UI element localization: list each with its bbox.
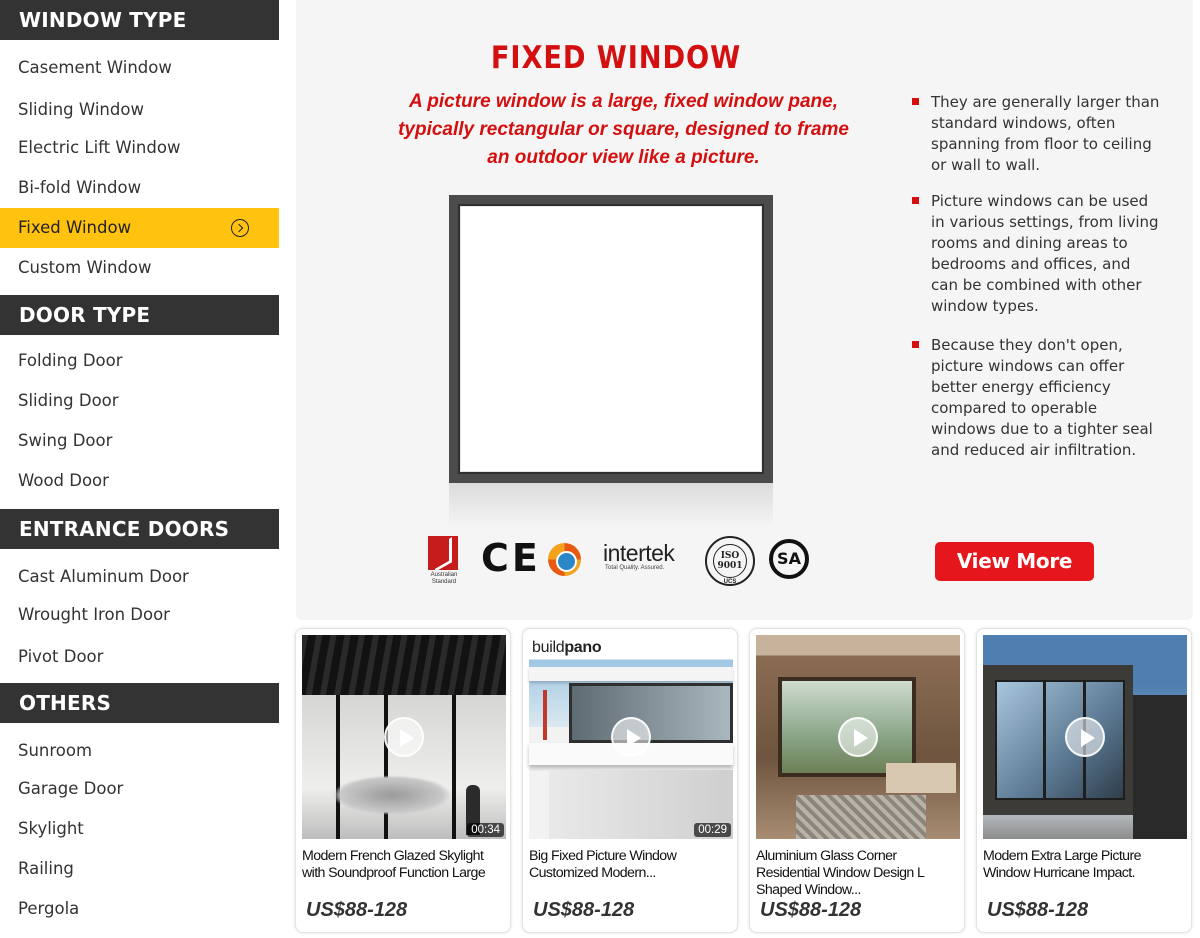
sidebar-item-sliding-window[interactable]: Sliding Window <box>18 100 144 119</box>
product-video-thumbnail[interactable] <box>756 635 960 839</box>
sidebar-item-sliding-door[interactable]: Sliding Door <box>18 391 119 410</box>
product-card[interactable] <box>976 628 1192 933</box>
circle-arrow-right-icon <box>231 219 249 237</box>
sidebar-item-folding-door[interactable]: Folding Door <box>18 351 123 370</box>
iso-text: ISO <box>720 551 740 561</box>
iso-seal <box>713 544 747 578</box>
sidebar-item-cast-aluminum-door[interactable]: Cast Aluminum Door <box>18 567 189 586</box>
product-price: US$88-128 <box>760 899 862 921</box>
feature-item <box>912 191 1162 317</box>
window-mullion <box>336 695 340 839</box>
feature-text: Because they don't open, picture windows can offer better energy efficiency compared to operable windows due to a tighter seal and reduced air infiltration. <box>931 336 1153 459</box>
section-heading-door-type: DOOR TYPE <box>0 295 279 335</box>
sidebar-item-swing-door[interactable]: Swing Door <box>18 431 113 450</box>
window-reflection <box>449 483 773 528</box>
play-icon[interactable] <box>611 717 651 757</box>
glass-facade <box>995 680 1125 800</box>
fixed-window-image <box>449 195 773 483</box>
sidebar-item-garage-door[interactable]: Garage Door <box>18 779 124 798</box>
window-glass <box>458 204 764 474</box>
sidebar-item-casement-window[interactable]: Casement Window <box>18 58 172 77</box>
product-title[interactable]: Modern Extra Large Picture Window Hurricane Impact. <box>983 848 1141 881</box>
sidebar-item-electric-lift-window[interactable]: Electric Lift Window <box>18 138 181 157</box>
window-mullion <box>1043 680 1046 800</box>
product-price: US$88-128 <box>987 899 1089 921</box>
product-price: US$88-128 <box>306 899 408 921</box>
intertek-logo <box>603 541 691 571</box>
ceiling-beams <box>302 635 506 695</box>
sidebar-item-pivot-door[interactable]: Pivot Door <box>18 647 104 666</box>
australian-standard-mark-icon <box>428 536 458 570</box>
feature-text: They are generally larger than standard windows, often spanning from floor to ceiling or wall to wall. <box>931 93 1160 174</box>
bullet-square-icon <box>912 197 919 204</box>
bullet-square-icon <box>912 341 919 348</box>
sidebar <box>0 0 279 938</box>
page-title: FIXED WINDOW <box>490 40 742 76</box>
csa-logo: SA <box>769 539 809 579</box>
product-price: US$88-128 <box>533 899 635 921</box>
ce-logo: CE <box>481 536 541 580</box>
side-building <box>1133 695 1187 839</box>
view-more-button[interactable]: View More <box>935 542 1094 581</box>
intro-text: A picture window is a large, fixed window pane, typically rectangular or square, designed to frame an outdoor view like a picture. <box>398 91 849 168</box>
section-heading-others: OTHERS <box>0 683 279 723</box>
product-card[interactable] <box>749 628 965 933</box>
sidebar-item-bi-fold-window[interactable]: Bi-fold Window <box>18 178 142 197</box>
buildpano-logo: buildpano <box>532 639 602 656</box>
section-heading-window-type: WINDOW TYPE <box>0 0 279 40</box>
sofa <box>886 763 956 793</box>
sidebar-item-railing[interactable]: Railing <box>18 859 74 878</box>
bullet-square-icon <box>912 98 919 105</box>
sidebar-item-wood-door[interactable]: Wood Door <box>18 471 109 490</box>
product-video-thumbnail[interactable] <box>529 635 733 839</box>
product-card[interactable] <box>522 628 738 933</box>
sun-certification-icon <box>548 543 581 576</box>
australian-standard-logo <box>428 536 460 586</box>
product-title[interactable]: Modern French Glazed Skylight with Soundproof Function Large <box>302 848 486 881</box>
sidebar-item-wrought-iron-door[interactable]: Wrought Iron Door <box>18 605 170 624</box>
intertek-name: intertek <box>603 540 675 566</box>
snowy-trees <box>332 775 452 815</box>
red-accent <box>543 690 547 740</box>
product-title[interactable]: Big Fixed Picture Window Customized Modern... <box>529 848 677 881</box>
product-video-thumbnail[interactable] <box>302 635 506 839</box>
glass-facade <box>569 683 733 743</box>
window-mullion <box>384 695 388 839</box>
video-duration: 00:29 <box>694 823 731 837</box>
play-icon[interactable] <box>1065 717 1105 757</box>
window-mullion <box>452 695 456 839</box>
sidebar-item-skylight[interactable]: Skylight <box>18 819 84 838</box>
rug <box>796 795 926 839</box>
section-heading-entrance-doors: ENTRANCE DOORS <box>0 509 279 549</box>
feature-text: Picture windows can be used in various settings, from living rooms and dining areas to bedrooms and offices, and can be combined with other window types. <box>931 192 1159 315</box>
feature-item <box>912 335 1162 461</box>
sidebar-item-fixed-window[interactable] <box>0 208 279 248</box>
roof-slab <box>529 667 733 681</box>
sidebar-item-label: Fixed Window <box>18 218 132 237</box>
intertek-tagline: Total Quality. Assured. <box>605 565 665 571</box>
iso-number: 9001 <box>717 561 743 571</box>
product-title[interactable]: Aluminium Glass Corner Residential Window Design L Shaped Window... <box>756 848 924 898</box>
video-duration: 00:34 <box>467 823 504 837</box>
product-card[interactable] <box>295 628 511 933</box>
play-icon[interactable] <box>384 717 424 757</box>
feature-item <box>912 92 1162 176</box>
sidebar-item-sunroom[interactable]: Sunroom <box>18 741 93 760</box>
product-video-thumbnail[interactable] <box>983 635 1187 839</box>
sidebar-item-pergola[interactable]: Pergola <box>18 899 80 918</box>
australian-standard-text: Australian Standard <box>430 572 458 585</box>
play-icon[interactable] <box>838 717 878 757</box>
sidebar-item-custom-window[interactable]: Custom Window <box>18 258 152 277</box>
iso-9001-logo <box>705 536 755 586</box>
iso-sub-text: UCS <box>723 579 737 585</box>
